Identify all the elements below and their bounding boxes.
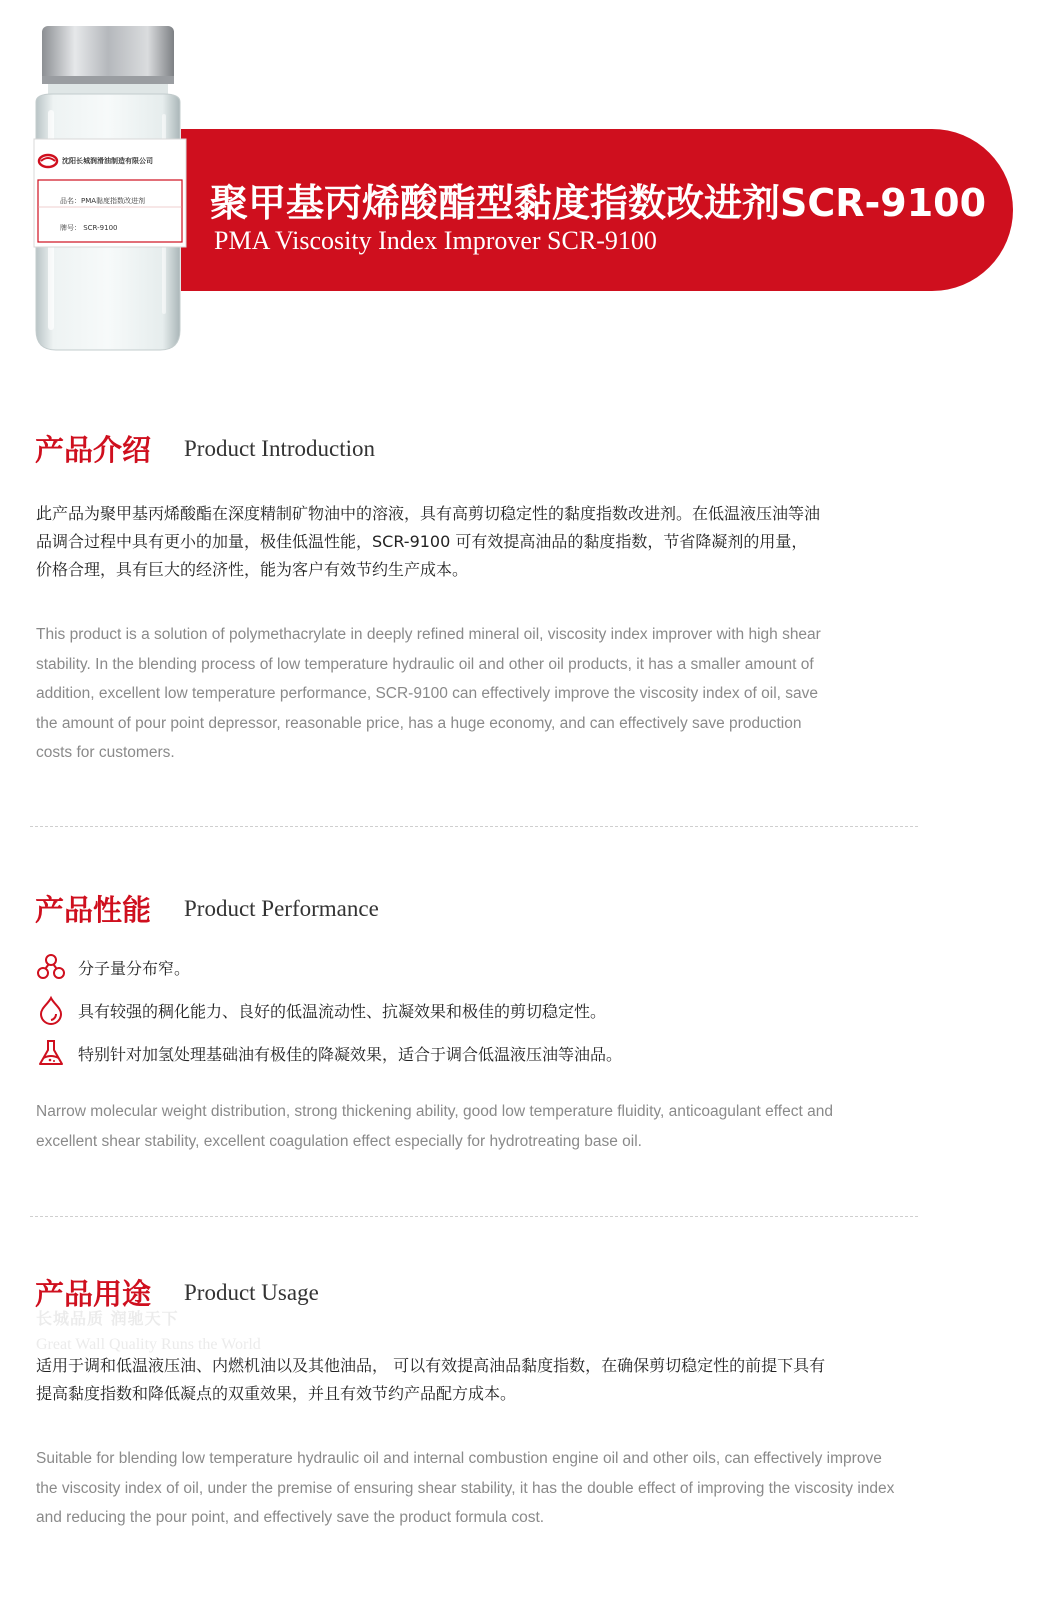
usage-paragraph-cn bbox=[36, 1352, 936, 1408]
page-subtitle: PMA Viscosity Index Improver SCR-9100 bbox=[214, 226, 657, 255]
usage-paragraph-en bbox=[36, 1444, 936, 1533]
intro-cn-line: 品调合过程中具有更小的加量，极佳低温性能，SCR-9100 可有效提高油品的黏度指数，节省降凝剂的用量， bbox=[36, 532, 808, 551]
watermark-slogan-en: Great Wall Quality Runs the World bbox=[36, 1336, 261, 1353]
feature-text: 分子量分布窄。 bbox=[78, 958, 191, 978]
bottle-label-code: 牌号： SCR-9100 bbox=[60, 224, 118, 232]
bottle-label-name: 品名：PMA黏度指数改进剂 bbox=[60, 197, 146, 205]
intro-cn-line: 此产品为聚甲基丙烯酸酯在深度精制矿物油中的溶液，具有高剪切稳定性的黏度指数改进剂。在低温液压油等油 bbox=[36, 504, 821, 523]
intro-en-line: costs for customers. bbox=[36, 744, 175, 761]
feature-text: 具有较强的稠化能力、良好的低温流动性、抗凝效果和极佳的剪切稳定性。 bbox=[78, 1001, 607, 1021]
usage-heading-cn: 产品用途 bbox=[35, 1277, 152, 1311]
intro-paragraph-en bbox=[36, 620, 936, 768]
watermark-slogan-cn: 长城品质 润驰天下 bbox=[36, 1309, 179, 1328]
page-title: 聚甲基丙烯酸酯型黏度指数改进剂SCR-9100 bbox=[210, 181, 987, 225]
intro-heading-en: Product Introduction bbox=[184, 436, 375, 461]
molecule-icon bbox=[36, 952, 66, 982]
feature-text: 特别针对加氢处理基础油有极佳的降凝效果，适合于调合低温液压油等油品。 bbox=[78, 1044, 623, 1064]
usage-en-line: Suitable for blending low temperature hydraulic oil and internal combustion engine oil and other oils, can effectively improve bbox=[36, 1450, 882, 1467]
intro-en-line: This product is a solution of polymethacrylate in deeply refined mineral oil, viscosity index improver with high shear bbox=[36, 626, 821, 643]
bottle-label-company: 沈阳长城润滑油制造有限公司 bbox=[62, 157, 153, 165]
usage-en-line: and reducing the pour point, and effectively save the product formula cost. bbox=[36, 1509, 545, 1526]
intro-heading-cn: 产品介绍 bbox=[35, 433, 152, 467]
feature-item bbox=[36, 1038, 622, 1068]
performance-paragraph-en bbox=[36, 1097, 936, 1156]
intro-en-line: addition, excellent low temperature performance, SCR-9100 can effectively improve the viscosity index of oil, save bbox=[36, 685, 818, 702]
section-divider bbox=[30, 1216, 918, 1217]
performance-en-line: excellent shear stability, excellent coagulation effect especially for hydrotreating base oil. bbox=[36, 1132, 642, 1150]
flask-icon bbox=[36, 1038, 66, 1068]
intro-en-line: the amount of pour point depressor, reasonable price, has a huge economy, and can effectively save production bbox=[36, 714, 802, 732]
performance-heading-cn: 产品性能 bbox=[35, 893, 152, 927]
intro-paragraph-cn bbox=[36, 500, 936, 584]
intro-en-line: stability. In the blending process of low temperature hydraulic oil and other oil products, it has a smaller amount of bbox=[36, 655, 814, 673]
section-divider bbox=[30, 826, 918, 827]
usage-en-line: the viscosity index of oil, under the premise of ensuring shear stability, it has the double effect of improving the viscosity index bbox=[36, 1479, 895, 1497]
performance-heading-en: Product Performance bbox=[184, 896, 379, 921]
usage-cn-line: 提高黏度指数和降低凝点的双重效果，并且有效节约产品配方成本。 bbox=[36, 1384, 517, 1403]
droplet-icon bbox=[36, 995, 66, 1025]
product-bottle-image bbox=[22, 24, 194, 354]
performance-en-line: Narrow molecular weight distribution, strong thickening ability, good low temperature fluidity, anticoagulant effect and bbox=[36, 1103, 833, 1120]
intro-cn-line: 价格合理，具有巨大的经济性，能为客户有效节约生产成本。 bbox=[36, 560, 469, 579]
feature-item bbox=[36, 995, 606, 1025]
feature-item bbox=[36, 952, 190, 982]
usage-heading-en: Product Usage bbox=[184, 1280, 319, 1305]
usage-cn-line: 适用于调和低温液压油、内燃机油以及其他油品， 可以有效提高油品黏度指数，在确保剪切稳定性的前提下具有 bbox=[36, 1356, 826, 1375]
